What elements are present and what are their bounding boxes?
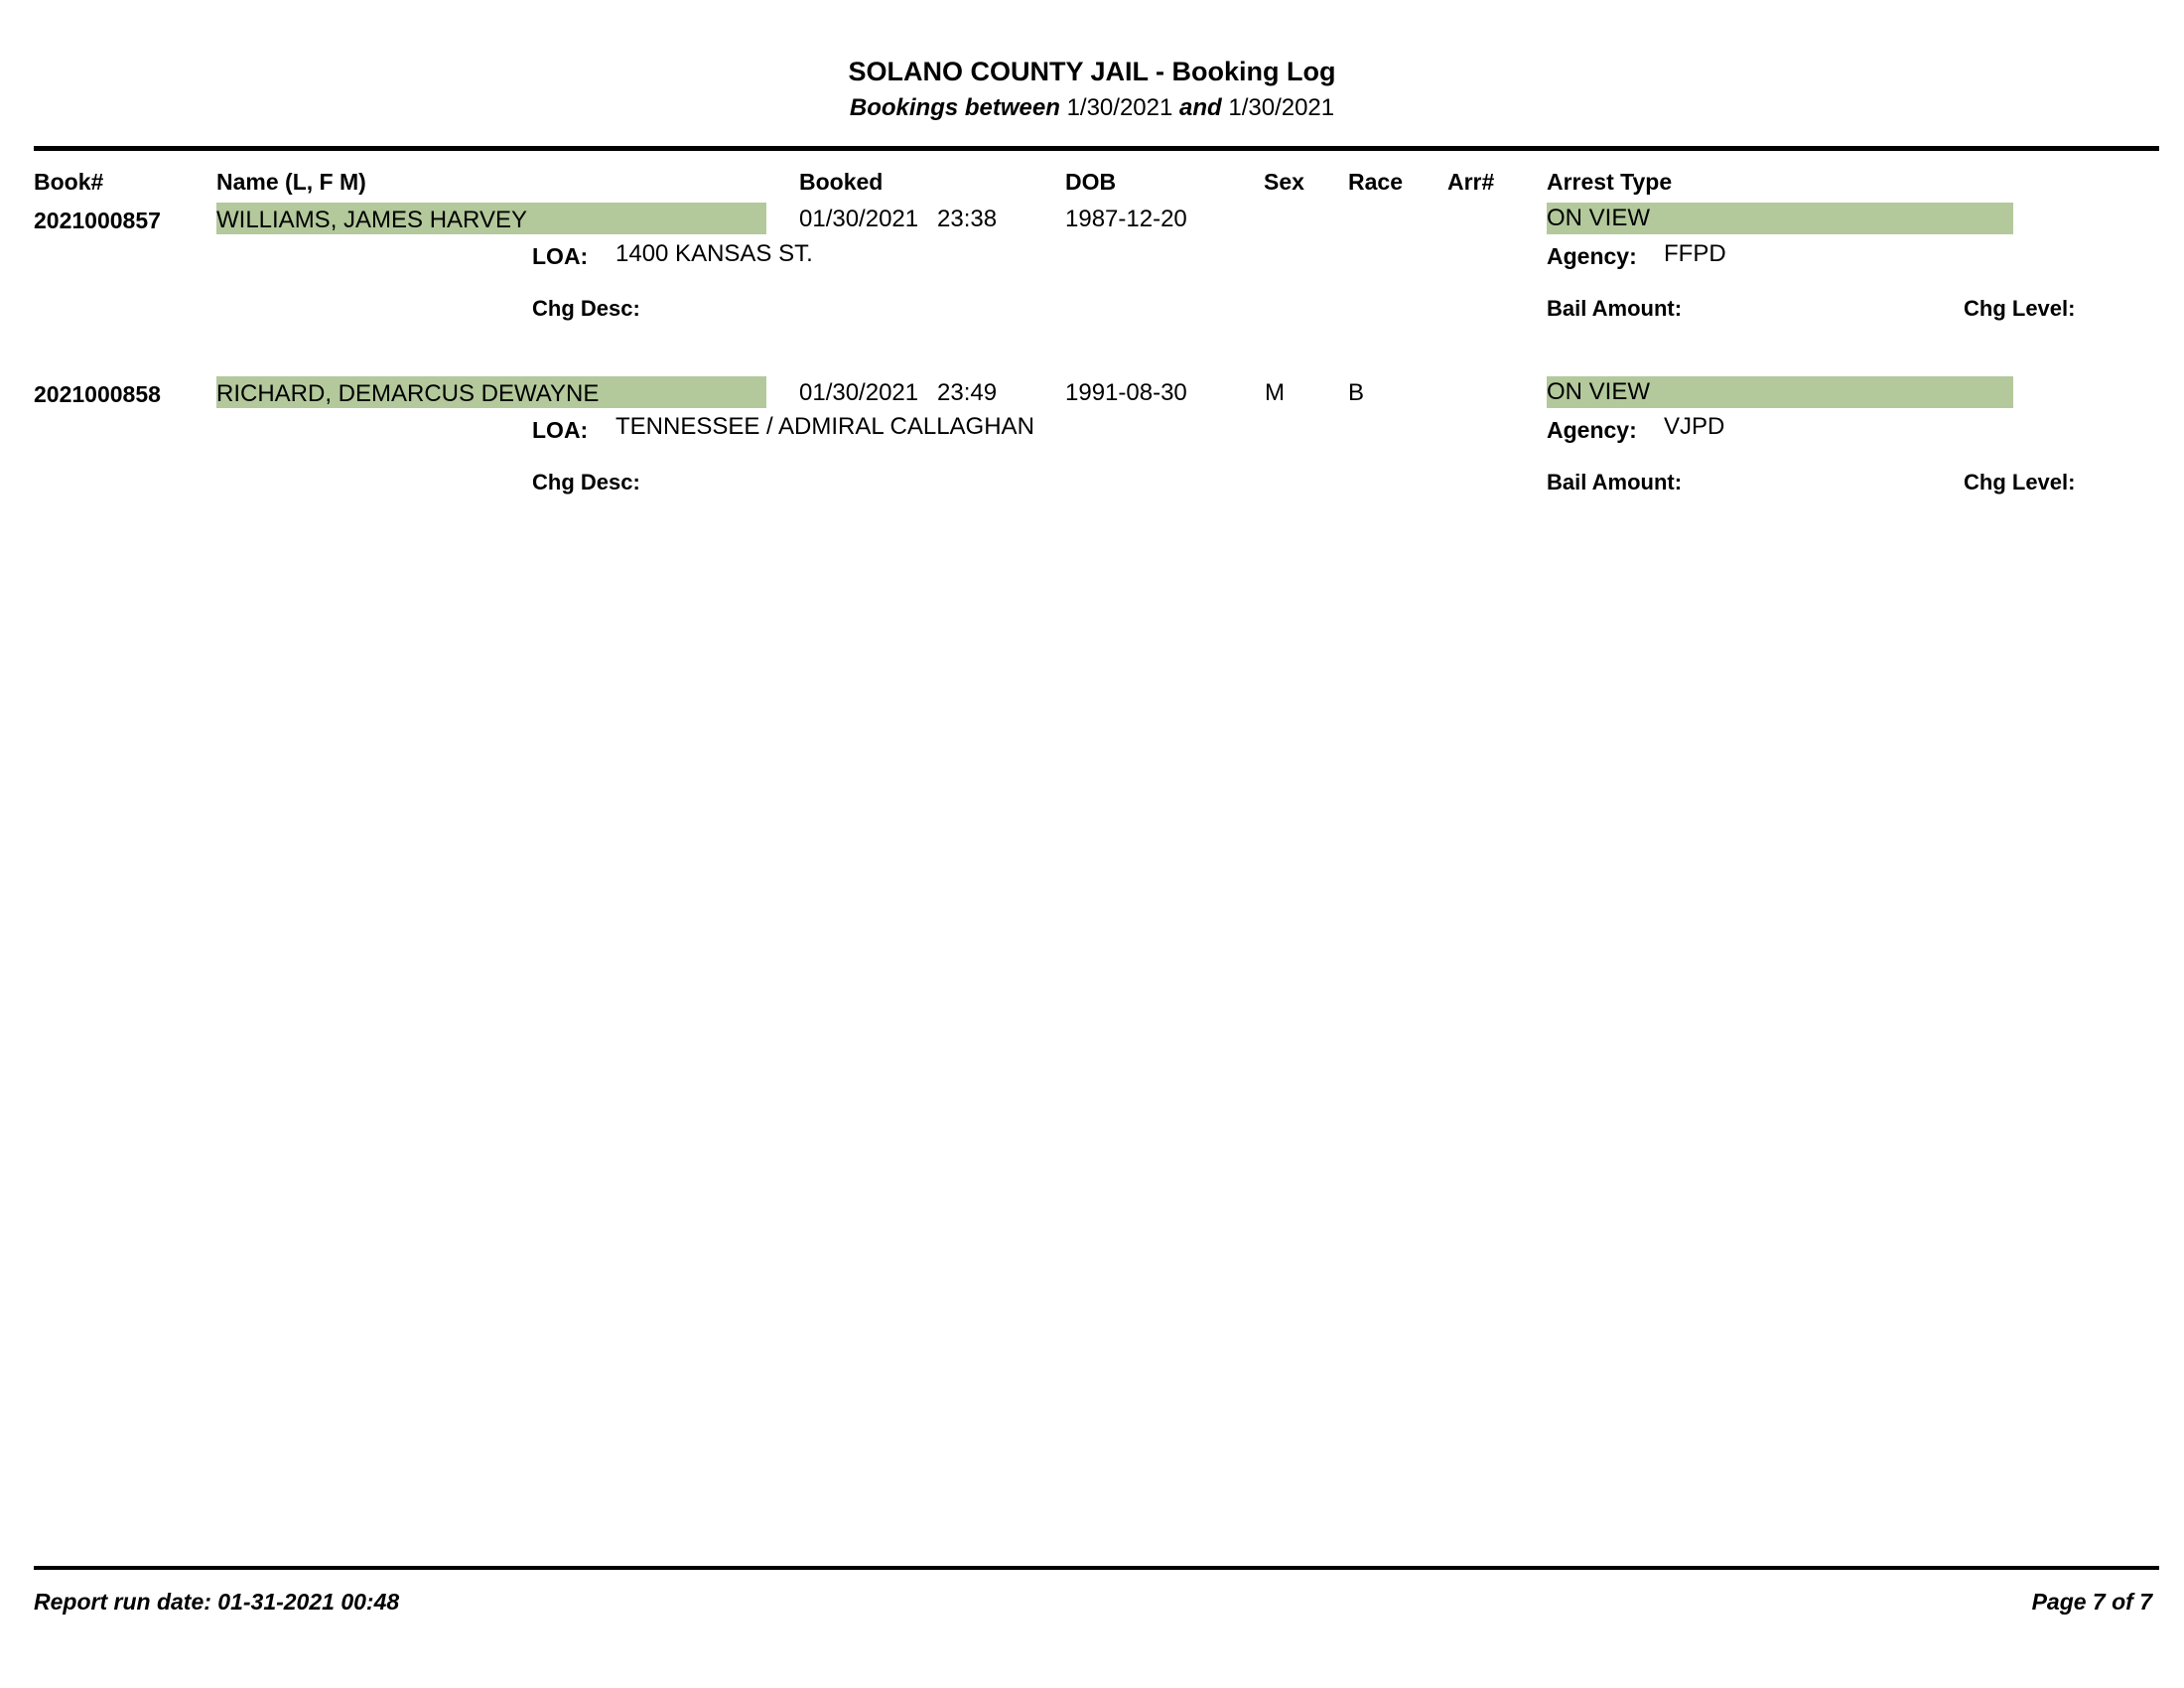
book-number: 2021000857: [34, 208, 161, 233]
end-date: 1/30/2021: [1228, 94, 1335, 121]
subtitle-prefix: Bookings between: [849, 94, 1060, 121]
col-header-name: Name (L, F M): [216, 169, 366, 195]
report-subtitle: [0, 94, 2184, 122]
subtitle-and: and: [1179, 94, 1222, 121]
col-header-arr: Arr#: [1447, 169, 1495, 195]
chg-level-label: Chg Level:: [1964, 296, 2076, 321]
inmate-name: RICHARD, DEMARCUS DEWAYNE: [216, 380, 600, 407]
col-header-booked: Booked: [799, 169, 884, 195]
booked-time: 23:49: [937, 379, 998, 406]
dob: 1991-08-30: [1065, 379, 1187, 406]
col-header-book: Book#: [34, 169, 104, 195]
col-header-dob: DOB: [1065, 169, 1117, 195]
book-number: 2021000858: [34, 381, 161, 407]
col-header-sex: Sex: [1264, 169, 1304, 195]
sex: M: [1265, 379, 1285, 406]
booked-date: 01/30/2021: [799, 206, 919, 232]
col-header-race: Race: [1348, 169, 1403, 195]
bail-amount-label: Bail Amount:: [1547, 470, 1683, 494]
agency-label: Agency:: [1547, 417, 1637, 443]
agency-value: VJPD: [1664, 413, 1725, 440]
loa-label: LOA:: [532, 417, 589, 443]
booked-time: 23:38: [937, 206, 998, 232]
start-date: 1/30/2021: [1066, 94, 1173, 121]
loa-label: LOA:: [532, 243, 589, 269]
chg-level-label: Chg Level:: [1964, 470, 2076, 494]
col-header-arrest-type: Arrest Type: [1547, 169, 1673, 195]
top-rule: [34, 146, 2159, 151]
bail-amount-label: Bail Amount:: [1547, 296, 1683, 321]
report-run-date: Report run date: 01-31-2021 00:48: [34, 1589, 400, 1615]
arrest-type: ON VIEW: [1547, 378, 1651, 405]
booked-date: 01/30/2021: [799, 379, 919, 406]
report-title: SOLANO COUNTY JAIL - Booking Log: [848, 57, 1336, 86]
chg-desc-label: Chg Desc:: [532, 470, 640, 494]
inmate-name: WILLIAMS, JAMES HARVEY: [216, 207, 527, 233]
dob: 1987-12-20: [1065, 206, 1187, 232]
arrest-type: ON VIEW: [1547, 205, 1651, 231]
page-number: Page 7 of 7: [2031, 1589, 2152, 1615]
agency-label: Agency:: [1547, 243, 1637, 269]
loa-value: TENNESSEE / ADMIRAL CALLAGHAN: [615, 413, 1034, 440]
agency-value: FFPD: [1664, 240, 1726, 267]
chg-desc-label: Chg Desc:: [532, 296, 640, 321]
loa-value: 1400 KANSAS ST.: [615, 240, 813, 267]
race: B: [1348, 379, 1365, 406]
bottom-rule: [34, 1566, 2159, 1570]
